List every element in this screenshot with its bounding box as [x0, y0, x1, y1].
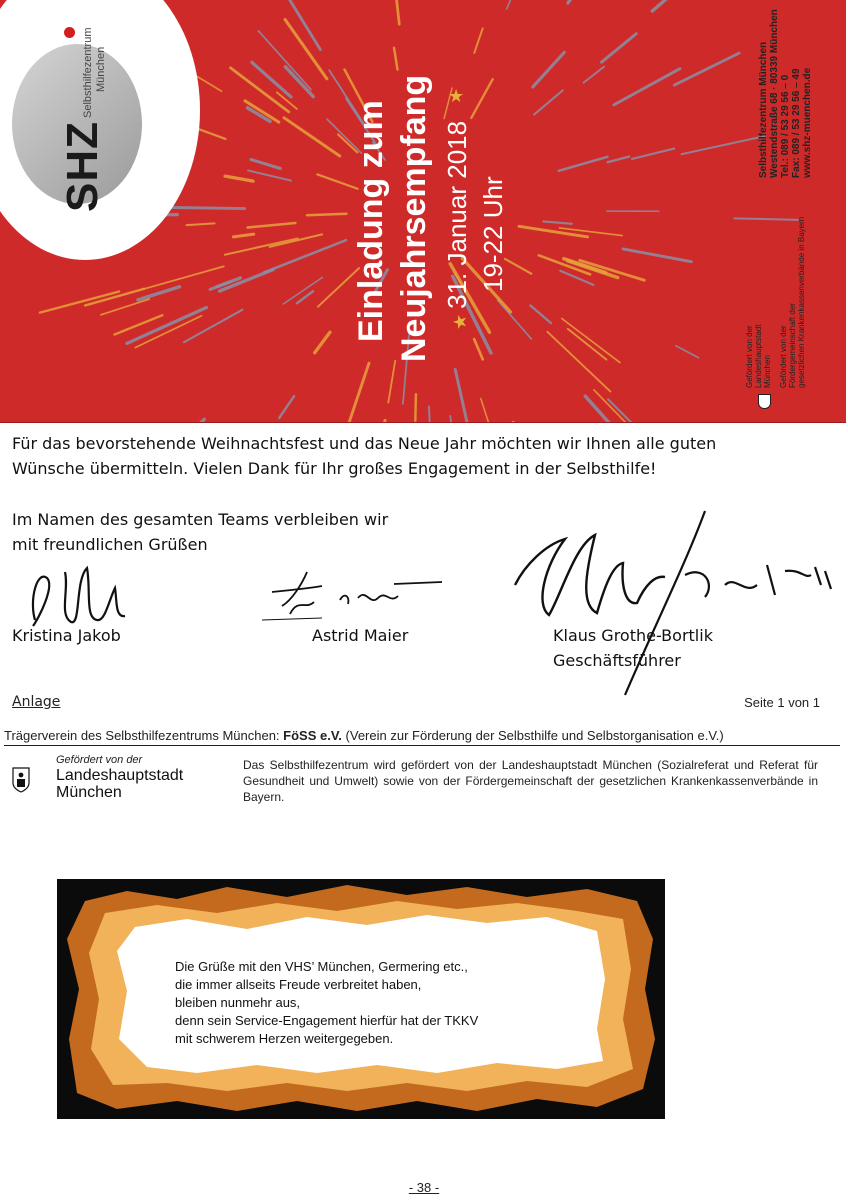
card-title-line1: Einladung zum: [352, 100, 390, 342]
card-title-line2: Neujahrsempfang: [395, 74, 433, 362]
signature-klaus-grothe-bortlik: [505, 505, 835, 705]
star-icon: ★: [450, 308, 470, 330]
sponsor-line: gesetzlichen Krankenkassenverbände in Bayern: [797, 216, 806, 388]
card-sponsor-city: [745, 324, 772, 388]
event-date-line: [442, 121, 473, 330]
burst-stripe: [395, 0, 399, 24]
sponsor-line: Landeshauptstadt: [754, 324, 763, 388]
greeting-paragraph: [12, 431, 832, 481]
burnt-paper-note: [57, 879, 665, 1119]
note-line: die immer allseits Freude verbreitet haben,: [175, 977, 422, 992]
event-time: 19-22 Uhr: [478, 176, 508, 292]
burst-stripe: [632, 149, 674, 159]
burst-stripe: [163, 207, 245, 208]
note-line: Die Grüße mit den VHS’ München, Germering etc.,: [175, 959, 468, 974]
burst-stripe: [247, 223, 295, 228]
sponsor-line: Fördergemeinschaft der: [788, 303, 797, 388]
signatory-role: Geschäftsführer: [553, 651, 681, 670]
page-number-text: - 38 -: [408, 1180, 440, 1195]
sponsor-line: München: [763, 355, 772, 388]
burst-stripe: [530, 306, 551, 324]
burst-stripe: [279, 396, 294, 418]
card-sponsor-insurers: [779, 217, 806, 388]
burst-stripe: [652, 0, 687, 11]
signatory-name: Klaus Grothe-Bortlik: [553, 626, 713, 645]
note-line: mit schwerem Herzen weitergegeben.: [175, 1031, 394, 1046]
paragraph-line: Wünsche übermitteln. Vielen Dank für Ihr großes Engagement in der Selbsthilfe!: [12, 459, 657, 478]
burst-stripe: [285, 67, 313, 97]
burst-stripe: [534, 90, 563, 114]
burst-stripe: [543, 221, 571, 223]
burst-stripe: [315, 332, 330, 353]
burst-stripe: [248, 170, 291, 180]
paragraph-line: mit freundlichen Grüßen: [12, 535, 208, 554]
attachment-label: Anlage: [12, 694, 61, 710]
burst-stripe: [199, 129, 226, 139]
burst-stripe: [40, 291, 119, 312]
city-name-line2: München: [56, 784, 122, 801]
burst-stripe: [547, 332, 610, 392]
star-icon: ★: [448, 86, 465, 107]
signature-astrid-maier: [262, 562, 447, 622]
burst-stripe: [342, 363, 369, 422]
signatory-name: Astrid Maier: [312, 626, 409, 645]
burst-stripe: [608, 157, 630, 163]
burst-stripe: [455, 369, 470, 422]
burst-stripe: [602, 34, 637, 63]
burst-stripe: [562, 318, 620, 362]
burst-stripe: [429, 406, 432, 422]
note-text: [175, 958, 595, 1048]
burst-stripe: [674, 53, 739, 85]
burst-stripe: [394, 48, 397, 70]
burst-stripe: [474, 339, 483, 359]
logo-wordmark: SHZ: [58, 121, 107, 212]
burst-stripe: [152, 419, 204, 422]
paragraph-line: Im Namen des gesamten Teams verbleiben wir: [12, 510, 389, 529]
burst-stripe: [233, 234, 253, 237]
invitation-card: [0, 0, 846, 423]
address-line: Westendstraße 68 · 80339 München: [769, 9, 780, 178]
burst-stripe: [474, 28, 482, 53]
burst-stripe: [568, 0, 603, 3]
address-line: www.shz-muenchen.de: [802, 67, 813, 178]
burst-stripe: [144, 266, 224, 289]
burst-stripe: [380, 420, 385, 422]
address-line: Selbsthilfezentrum München: [758, 41, 769, 178]
burst-stripe: [498, 300, 532, 339]
burst-stripe: [682, 136, 765, 154]
burst-stripe: [568, 329, 607, 360]
burst-stripe: [101, 299, 149, 315]
burst-stripe: [583, 67, 603, 83]
page-number: [0, 1180, 848, 1195]
burst-stripe: [533, 52, 565, 87]
page-info: Seite 1 von 1: [744, 695, 820, 710]
burst-stripe: [307, 214, 347, 215]
burst-stripe: [585, 396, 626, 422]
burst-stripe: [225, 176, 253, 181]
burst-stripe: [481, 399, 494, 422]
sponsor-line: Gefördert von der: [779, 325, 788, 388]
logo-dot: [64, 27, 75, 38]
event-date: 31. Januar 2018: [442, 120, 472, 309]
card-address-block: [758, 9, 813, 178]
burst-stripe: [519, 226, 588, 237]
burst-stripe: [258, 31, 311, 90]
paragraph-line: Für das bevorstehende Weihnachtsfest und das Neue Jahr möchten wir Ihnen alle guten: [12, 434, 717, 453]
sponsor-association-line: [4, 728, 840, 746]
munich-crest-icon: [12, 767, 30, 793]
address-line: Tel.: 089 / 53 29 56 – 0: [780, 74, 791, 178]
burst-stripe: [230, 68, 288, 112]
burst-stripe: [450, 416, 459, 422]
city-crest-icon: [758, 394, 771, 409]
logo-text-line1: Selbsthilfezentrum: [82, 27, 94, 118]
burst-stripe: [559, 157, 608, 171]
burst-stripe: [415, 394, 416, 420]
logo-text-line2: München: [95, 46, 107, 92]
burst-stripe: [270, 234, 322, 246]
note-line: bleiben nunmehr aus,: [175, 995, 301, 1010]
city-name-line1: Landeshauptstadt: [56, 767, 184, 784]
burst-stripe: [225, 238, 298, 254]
burst-stripe: [388, 361, 395, 403]
traeger-suffix: (Verein zur Förderung der Selbsthilfe und Selbstorganisation e.V.): [341, 728, 724, 743]
burst-stripe: [614, 69, 680, 105]
burst-stripe: [245, 101, 279, 122]
burst-stripe: [676, 346, 699, 358]
burst-stripe: [507, 0, 530, 9]
burst-stripe: [277, 0, 321, 50]
burst-stripe: [135, 316, 201, 348]
burst-stripe: [471, 79, 492, 118]
burst-stripe: [187, 223, 215, 225]
sponsor-line: Gefördert von der: [745, 325, 754, 388]
address-line: Fax: 089 / 53 29 56 – 49: [791, 68, 802, 178]
traeger-name: FöSS e.V.: [283, 728, 342, 743]
burst-stripe: [623, 249, 691, 262]
funding-statement: Das Selbsthilfezentrum wird gefördert von der Landeshauptstadt München (Sozialreferat und Referat für Gesundheit und Umwelt) sowie von der Fördergemeinschaft der gesetzlichen Krankenkassenverbände in Bayern.: [243, 758, 818, 804]
burst-stripe: [608, 399, 666, 422]
signatory-name: Kristina Jakob: [12, 626, 121, 645]
traeger-prefix: Trägerverein des Selbsthilfezentrums München:: [4, 728, 284, 743]
funded-by-label: Gefördert von der: [56, 754, 143, 766]
note-line: denn sein Service-Engagement hierfür hat der TKKV: [175, 1013, 479, 1028]
burst-stripe: [251, 160, 280, 169]
closing-paragraph: [12, 507, 512, 557]
